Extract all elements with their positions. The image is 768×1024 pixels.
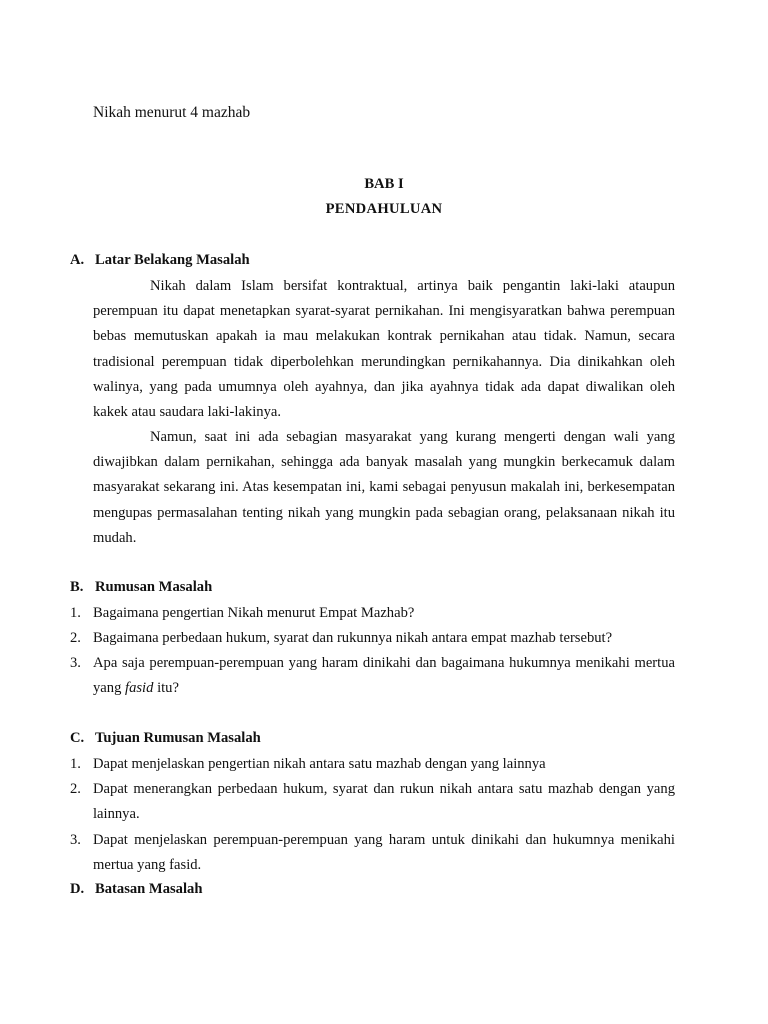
section-d-letter: D.: [70, 881, 85, 897]
section-c-heading: [70, 730, 261, 747]
list-item: [70, 601, 675, 626]
section-b-heading: [70, 579, 212, 596]
section-d-heading: [70, 881, 202, 898]
section-a-title: Latar Belakang Masalah: [95, 252, 250, 268]
list-item-text: Dapat menjelaskan pengertian nikah antara satu mazhab dengan yang lainnya: [93, 756, 546, 772]
list-item-number: 1.: [70, 756, 81, 772]
list-item: [70, 777, 675, 827]
section-b-title: Rumusan Masalah: [95, 579, 213, 595]
list-item: [70, 828, 675, 878]
list-item-number: 2.: [70, 630, 81, 646]
list-item-text: Dapat menerangkan perbedaan hukum, syarat dan rukun nikah antara satu mazhab dengan yang lainnya.: [93, 781, 675, 823]
list-item-text-part: itu?: [153, 680, 179, 697]
list-item-number: 2.: [70, 781, 81, 797]
section-a-paragraph-2: Namun, saat ini ada sebagian masyarakat yang kurang mengerti dengan wali yang diwajibkan dalam pernikahan, sehingga ada banyak masalah yang mungkin berkecamuk dalam masyarakat sekarang ini. Atas kesempatan ini, kami sebagai penyusun makalah ini, berkesempatan mengupas permasalahan tenting nikah yang mungkin pada sebagian orang, pelaksanaan nikah itu mudah.: [93, 429, 675, 546]
list-item: [70, 752, 675, 777]
section-b-letter: B.: [70, 579, 84, 595]
list-item: [70, 651, 675, 701]
list-item-text: Bagaimana pengertian Nikah menurut Empat Mazhab?: [93, 605, 415, 621]
section-a-letter: A.: [70, 252, 85, 268]
list-item-number: 3.: [70, 832, 81, 848]
list-item-number: 3.: [70, 655, 81, 671]
section-a-heading: [70, 252, 250, 269]
section-a-paragraph-1: Nikah dalam Islam bersifat kontraktual, artinya baik pengantin laki-laki ataupun perempuan itu dapat menetapkan syarat-syarat pernikahan. Ini mengisyaratkan bahwa perempuan bebas memutuskan apakah ia mau melakukan kontrak pernikahan atau tidak. Namun, secara tradisional perempuan tidak diperbolehkan merundingkan pernikahannya. Dia dinikahkan oleh walinya, yang pada umumnya oleh ayahnya, dan jika ayahnya tidak ada dapat diwalikan oleh kakek atau saudara laki-lakinya.: [93, 278, 675, 421]
list-item-text: Dapat menjelaskan perempuan-perempuan yang haram untuk dinikahi dan hukumnya menikahi mertua yang fasid.: [93, 832, 675, 874]
section-c-title: Tujuan Rumusan Masalah: [95, 730, 261, 746]
list-item-text-part: Apa saja perempuan-perempuan yang haram dinikahi dan bagaimana hukumnya menikahi mertua yang: [93, 655, 675, 697]
list-item-text: Bagaimana perbedaan hukum, syarat dan rukunnya nikah antara empat mazhab tersebut?: [93, 630, 613, 646]
list-item: [70, 626, 675, 651]
section-c-letter: C.: [70, 730, 85, 746]
chapter-number: BAB I: [364, 176, 404, 192]
chapter-title: PENDAHULUAN: [325, 201, 443, 217]
italic-term-fasid: fasid: [125, 680, 154, 697]
document-title: Nikah menurut 4 mazhab: [93, 104, 251, 121]
section-d-title: Batasan Masalah: [95, 881, 203, 897]
list-item-number: 1.: [70, 605, 81, 621]
list-item-text: [93, 651, 675, 701]
